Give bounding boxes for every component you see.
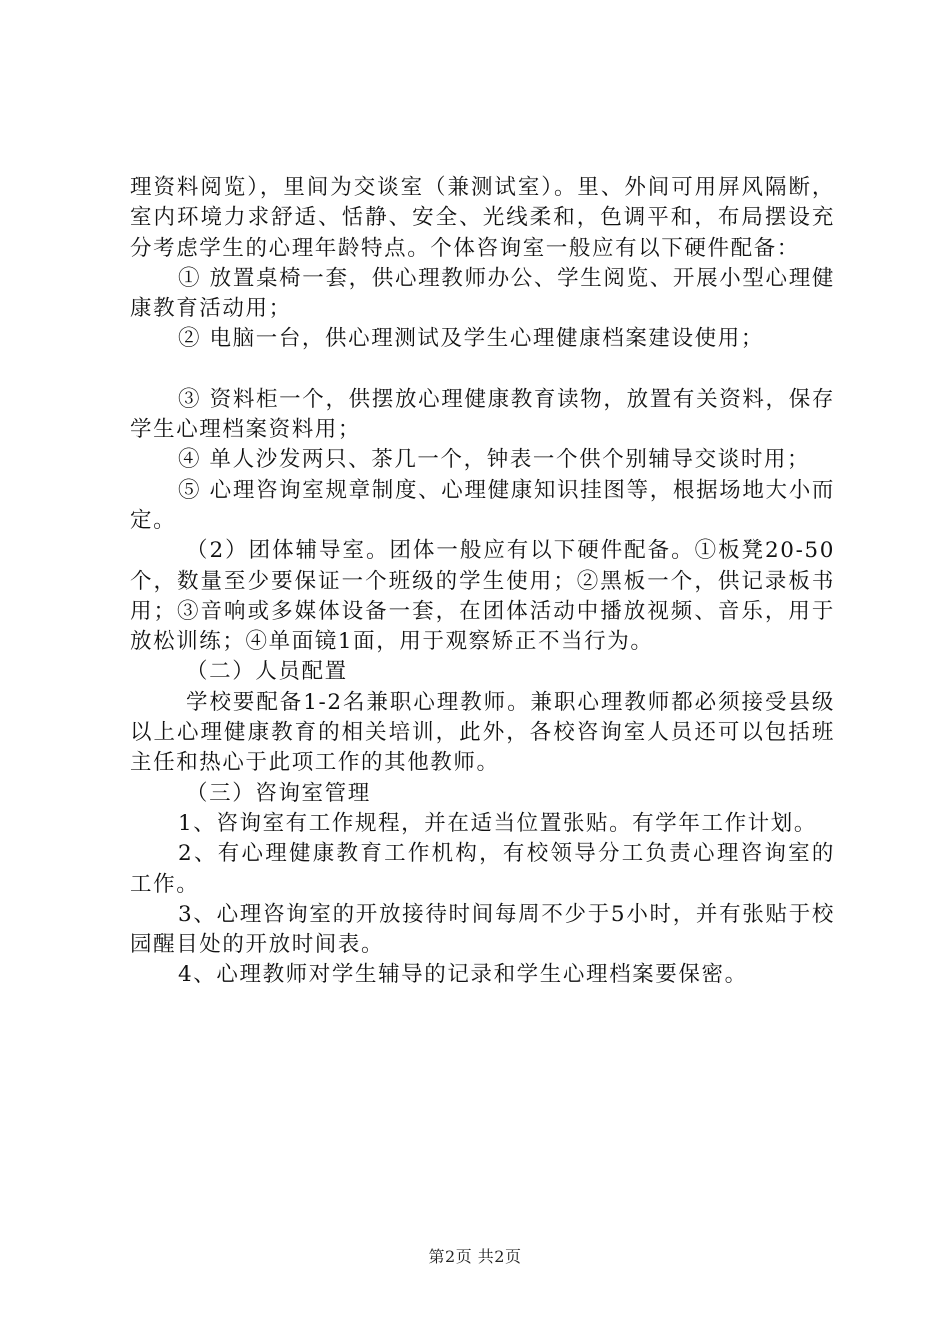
paragraph-item-desk: ① 放置桌椅一套，供心理教师办公、学生阅览、开展小型心理健康教育活动用； xyxy=(130,265,835,322)
paragraph-item-rules: ⑤ 心理咨询室规章制度、心理健康知识挂图等，根据场地大小而定。 xyxy=(130,477,835,533)
paragraph-group-room: （2）团体辅导室。团体一般应有以下硬件配备。①板凳20-50个，数量至少要保证一个班级的学生使用；②黑板一个，供记录板书用；③音响或多媒体设备一套，在团体活动中播放视频、音乐，用于放松训练；④单面镜1面，用于观察矫正不当行为。 xyxy=(130,538,835,655)
page-number-footer: 第2页 共2页 xyxy=(428,1247,522,1266)
paragraph-room-layout: 理资料阅览），里间为交谈室（兼测试室）。里、外间可用屏风隔断，室内环境力求舒适、恬静、安全、光线柔和，色调平和，布局摆设充分考虑学生的心理年龄特点。个体咨询室一般应有以下硬件配备： xyxy=(130,175,835,261)
paragraph-item-cabinet: ③ 资料柜一个，供摆放心理健康教育读物，放置有关资料，保存学生心理档案资料用； xyxy=(130,386,835,443)
heading-staffing: （二）人员配置 xyxy=(186,659,348,685)
paragraph-item-sofa: ④ 单人沙发两只、茶几一个，钟表一个供个别辅导交谈时用； xyxy=(178,447,811,473)
paragraph-management-3: 3、心理咨询室的开放接待时间每周不少于5小时，并有张贴于校园醒目处的开放时间表。 xyxy=(130,901,835,958)
paragraph-item-computer: ② 电脑一台，供心理测试及学生心理健康档案建设使用； xyxy=(178,326,764,352)
document-body xyxy=(130,173,835,991)
heading-management: （三）咨询室管理 xyxy=(186,780,371,806)
paragraph-management-1: 1、咨询室有工作规程，并在适当位置张贴。有学年工作计划。 xyxy=(178,810,817,836)
paragraph-staffing: 学校要配备1-2名兼职心理教师。兼职心理教师都必须接受县级以上心理健康教育的相关培训，此外，各校咨询室人员还可以包括班主任和热心于此项工作的其他教师。 xyxy=(130,689,835,776)
paragraph-management-4: 4、心理教师对学生辅导的记录和学生心理档案要保密。 xyxy=(178,962,748,988)
paragraph-management-2: 2、有心理健康教育工作机构，有校领导分工负责心理咨询室的工作。 xyxy=(130,841,835,897)
